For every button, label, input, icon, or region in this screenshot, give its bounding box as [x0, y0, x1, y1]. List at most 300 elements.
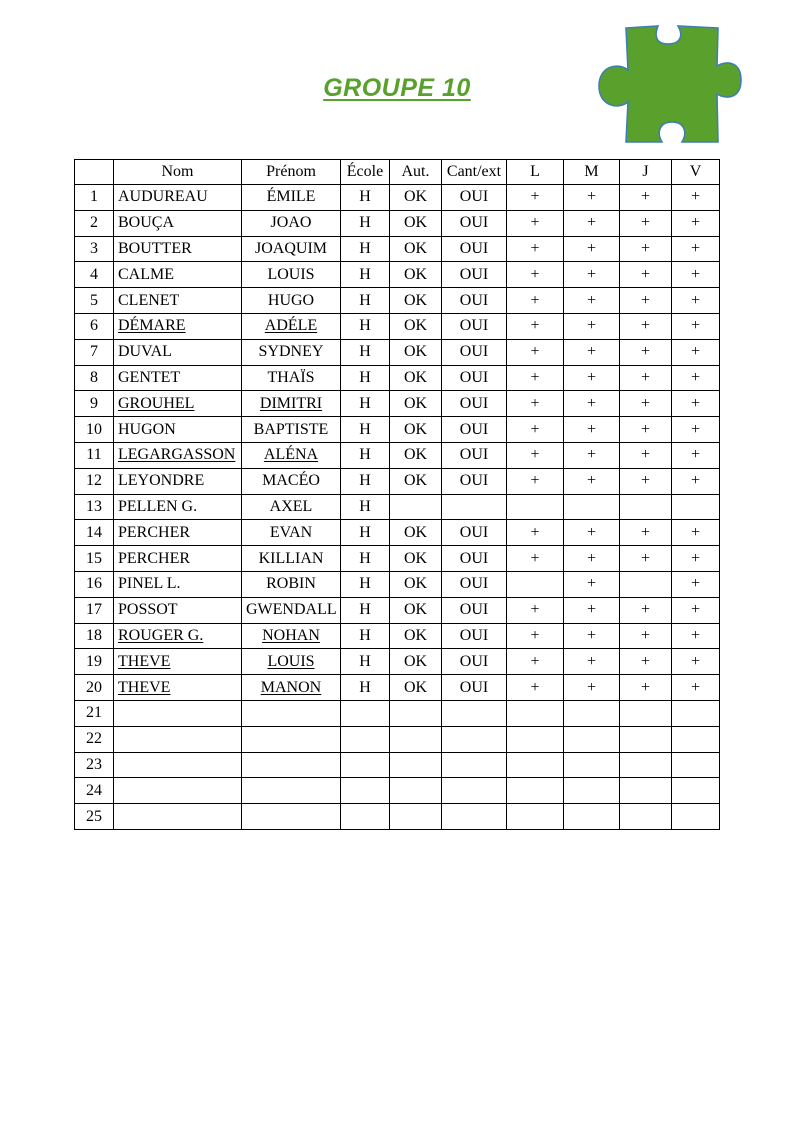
cell-j: + [620, 313, 672, 339]
cell-v [672, 778, 720, 804]
cell-number: 22 [75, 726, 114, 752]
cell-ecole: H [341, 597, 390, 623]
cell-ecole [341, 804, 390, 830]
cell-number: 9 [75, 391, 114, 417]
table-row [75, 262, 720, 288]
group-roster-table [74, 159, 720, 830]
cell-m: + [564, 597, 620, 623]
cell-v: + [672, 571, 720, 597]
cell-l: + [507, 185, 564, 211]
cell-number: 14 [75, 520, 114, 546]
table-row [75, 417, 720, 443]
cell-prenom [242, 442, 341, 468]
cell-l: + [507, 313, 564, 339]
cell-ecole: H [341, 417, 390, 443]
header-m: M [564, 160, 620, 185]
table-row [75, 571, 720, 597]
cell-v: + [672, 623, 720, 649]
cell-nom [114, 726, 242, 752]
cell-nom: POSSOT [114, 597, 242, 623]
cell-ecole: H [341, 185, 390, 211]
cell-nom [114, 675, 242, 701]
header-j: J [620, 160, 672, 185]
table-header-row [75, 160, 720, 185]
nom-text: THEVE [118, 652, 171, 670]
cell-ecole: H [341, 391, 390, 417]
table-row [75, 210, 720, 236]
cell-prenom: ROBIN [242, 571, 341, 597]
cell-v: + [672, 417, 720, 443]
table-row [75, 778, 720, 804]
cell-m: + [564, 365, 620, 391]
cell-j [620, 700, 672, 726]
cell-v: + [672, 288, 720, 314]
cell-prenom: KILLIAN [242, 546, 341, 572]
nom-text: ROUGER G. [118, 626, 204, 644]
cell-cant-ext [442, 778, 507, 804]
cell-cant-ext: OUI [442, 185, 507, 211]
cell-nom [114, 391, 242, 417]
cell-j: + [620, 288, 672, 314]
cell-aut: OK [390, 675, 442, 701]
cell-number: 25 [75, 804, 114, 830]
cell-number: 15 [75, 546, 114, 572]
cell-cant-ext: OUI [442, 649, 507, 675]
cell-l [507, 752, 564, 778]
cell-cant-ext: OUI [442, 210, 507, 236]
cell-nom: HUGON [114, 417, 242, 443]
nom-text: GROUHEL [118, 394, 195, 412]
cell-prenom: EVAN [242, 520, 341, 546]
cell-l [507, 700, 564, 726]
cell-prenom [242, 313, 341, 339]
cell-nom [114, 804, 242, 830]
table-row [75, 700, 720, 726]
cell-nom: BOUTTER [114, 236, 242, 262]
cell-number: 7 [75, 339, 114, 365]
cell-ecole: H [341, 675, 390, 701]
cell-ecole: H [341, 236, 390, 262]
cell-aut: OK [390, 571, 442, 597]
cell-nom [114, 752, 242, 778]
cell-j: + [620, 546, 672, 572]
cell-cant-ext: OUI [442, 339, 507, 365]
table-row [75, 288, 720, 314]
cell-j: + [620, 675, 672, 701]
cell-v: + [672, 597, 720, 623]
cell-m: + [564, 313, 620, 339]
cell-aut: OK [390, 546, 442, 572]
cell-l: + [507, 520, 564, 546]
header-number [75, 160, 114, 185]
cell-number: 17 [75, 597, 114, 623]
cell-m [564, 494, 620, 520]
cell-v [672, 804, 720, 830]
cell-v: + [672, 391, 720, 417]
cell-ecole [341, 752, 390, 778]
cell-aut: OK [390, 623, 442, 649]
cell-aut: OK [390, 262, 442, 288]
cell-ecole [341, 726, 390, 752]
cell-j: + [620, 236, 672, 262]
cell-ecole: H [341, 468, 390, 494]
cell-j: + [620, 210, 672, 236]
table-row [75, 804, 720, 830]
cell-prenom: MACÉO [242, 468, 341, 494]
cell-v [672, 752, 720, 778]
table-row [75, 649, 720, 675]
cell-cant-ext: OUI [442, 597, 507, 623]
cell-cant-ext [442, 726, 507, 752]
cell-v: + [672, 236, 720, 262]
cell-nom [114, 649, 242, 675]
cell-cant-ext: OUI [442, 262, 507, 288]
cell-nom: CALME [114, 262, 242, 288]
cell-m [564, 752, 620, 778]
cell-nom: LEYONDRE [114, 468, 242, 494]
cell-nom: BOUÇA [114, 210, 242, 236]
cell-j [620, 571, 672, 597]
puzzle-piece-icon [596, 20, 744, 146]
cell-cant-ext: OUI [442, 623, 507, 649]
nom-text: LEGARGASSON [118, 446, 236, 464]
cell-l: + [507, 468, 564, 494]
cell-j: + [620, 520, 672, 546]
table-row [75, 623, 720, 649]
table-row [75, 313, 720, 339]
cell-cant-ext: OUI [442, 546, 507, 572]
cell-l: + [507, 417, 564, 443]
table-row [75, 339, 720, 365]
cell-l: + [507, 236, 564, 262]
table-row [75, 185, 720, 211]
table-row [75, 442, 720, 468]
cell-m: + [564, 649, 620, 675]
cell-prenom: JOAO [242, 210, 341, 236]
cell-j: + [620, 468, 672, 494]
cell-v: + [672, 649, 720, 675]
cell-nom [114, 700, 242, 726]
cell-m: + [564, 185, 620, 211]
cell-prenom: ÉMILE [242, 185, 341, 211]
cell-j [620, 726, 672, 752]
cell-l: + [507, 365, 564, 391]
cell-m: + [564, 623, 620, 649]
cell-v: + [672, 365, 720, 391]
cell-cant-ext: OUI [442, 468, 507, 494]
cell-l [507, 778, 564, 804]
cell-cant-ext: OUI [442, 571, 507, 597]
cell-m [564, 700, 620, 726]
cell-number: 1 [75, 185, 114, 211]
cell-l: + [507, 288, 564, 314]
cell-nom: CLENET [114, 288, 242, 314]
cell-j: + [620, 365, 672, 391]
cell-l: + [507, 442, 564, 468]
cell-prenom [242, 623, 341, 649]
cell-m [564, 804, 620, 830]
cell-prenom: SYDNEY [242, 339, 341, 365]
cell-prenom [242, 391, 341, 417]
cell-v [672, 726, 720, 752]
cell-j: + [620, 339, 672, 365]
header-cant-ext: Cant/ext [442, 160, 507, 185]
cell-l: + [507, 262, 564, 288]
cell-number: 6 [75, 313, 114, 339]
table-row [75, 494, 720, 520]
cell-cant-ext: OUI [442, 675, 507, 701]
cell-aut: OK [390, 442, 442, 468]
cell-number: 11 [75, 442, 114, 468]
cell-aut: OK [390, 391, 442, 417]
cell-j [620, 804, 672, 830]
cell-l: + [507, 339, 564, 365]
cell-cant-ext: OUI [442, 313, 507, 339]
cell-cant-ext: OUI [442, 365, 507, 391]
cell-ecole [341, 700, 390, 726]
cell-cant-ext: OUI [442, 288, 507, 314]
cell-m: + [564, 442, 620, 468]
cell-prenom: THAÏS [242, 365, 341, 391]
cell-cant-ext: OUI [442, 442, 507, 468]
cell-l: + [507, 546, 564, 572]
cell-aut: OK [390, 313, 442, 339]
cell-cant-ext: OUI [442, 417, 507, 443]
cell-number: 23 [75, 752, 114, 778]
cell-ecole: H [341, 339, 390, 365]
cell-prenom: LOUIS [242, 262, 341, 288]
cell-l: + [507, 675, 564, 701]
cell-m [564, 726, 620, 752]
cell-ecole: H [341, 262, 390, 288]
cell-m: + [564, 468, 620, 494]
cell-number: 8 [75, 365, 114, 391]
cell-aut [390, 752, 442, 778]
cell-aut [390, 726, 442, 752]
cell-cant-ext [442, 752, 507, 778]
cell-nom [114, 313, 242, 339]
header-aut: Aut. [390, 160, 442, 185]
cell-v [672, 700, 720, 726]
cell-l: + [507, 210, 564, 236]
cell-nom: GENTET [114, 365, 242, 391]
cell-aut: OK [390, 288, 442, 314]
cell-m: + [564, 520, 620, 546]
cell-ecole: H [341, 210, 390, 236]
table-row [75, 391, 720, 417]
cell-aut [390, 778, 442, 804]
cell-j [620, 752, 672, 778]
cell-l: + [507, 649, 564, 675]
cell-ecole: H [341, 546, 390, 572]
cell-v: + [672, 468, 720, 494]
cell-number: 18 [75, 623, 114, 649]
cell-v: + [672, 675, 720, 701]
cell-aut [390, 494, 442, 520]
cell-ecole: H [341, 313, 390, 339]
cell-number: 20 [75, 675, 114, 701]
cell-m: + [564, 391, 620, 417]
cell-ecole: H [341, 365, 390, 391]
cell-aut: OK [390, 185, 442, 211]
header-ecole: École [341, 160, 390, 185]
cell-v [672, 494, 720, 520]
cell-j: + [620, 391, 672, 417]
cell-number: 5 [75, 288, 114, 314]
cell-prenom: GWENDALL [242, 597, 341, 623]
cell-m: + [564, 262, 620, 288]
cell-aut: OK [390, 365, 442, 391]
cell-m: + [564, 210, 620, 236]
cell-l [507, 494, 564, 520]
table-row [75, 675, 720, 701]
cell-prenom: BAPTISTE [242, 417, 341, 443]
prenom-text: LOUIS [267, 652, 315, 670]
cell-m: + [564, 339, 620, 365]
cell-j: + [620, 649, 672, 675]
cell-aut: OK [390, 597, 442, 623]
cell-prenom [242, 778, 341, 804]
cell-j: + [620, 185, 672, 211]
cell-number: 16 [75, 571, 114, 597]
cell-prenom [242, 726, 341, 752]
cell-cant-ext: OUI [442, 520, 507, 546]
cell-nom: PERCHER [114, 520, 242, 546]
cell-number: 19 [75, 649, 114, 675]
nom-text: DÉMARE [118, 317, 186, 335]
cell-l: + [507, 391, 564, 417]
cell-m: + [564, 546, 620, 572]
table-row [75, 546, 720, 572]
header-nom: Nom [114, 160, 242, 185]
cell-prenom [242, 804, 341, 830]
cell-ecole: H [341, 288, 390, 314]
cell-j [620, 494, 672, 520]
cell-m: + [564, 417, 620, 443]
cell-ecole: H [341, 520, 390, 546]
cell-m: + [564, 288, 620, 314]
cell-ecole [341, 778, 390, 804]
cell-number: 12 [75, 468, 114, 494]
cell-ecole: H [341, 571, 390, 597]
cell-v: + [672, 520, 720, 546]
cell-prenom: JOAQUIM [242, 236, 341, 262]
cell-cant-ext [442, 494, 507, 520]
cell-ecole: H [341, 494, 390, 520]
cell-j: + [620, 442, 672, 468]
cell-l: + [507, 623, 564, 649]
prenom-text: MANON [260, 678, 322, 696]
cell-aut: OK [390, 236, 442, 262]
cell-nom: AUDUREAU [114, 185, 242, 211]
cell-v: + [672, 185, 720, 211]
cell-l: + [507, 597, 564, 623]
cell-prenom [242, 649, 341, 675]
table-row [75, 365, 720, 391]
table-row [75, 726, 720, 752]
cell-prenom [242, 752, 341, 778]
cell-number: 3 [75, 236, 114, 262]
cell-prenom [242, 700, 341, 726]
cell-nom: DUVAL [114, 339, 242, 365]
cell-nom: PINEL L. [114, 571, 242, 597]
cell-prenom: HUGO [242, 288, 341, 314]
cell-number: 4 [75, 262, 114, 288]
cell-v: + [672, 442, 720, 468]
cell-cant-ext: OUI [442, 391, 507, 417]
cell-v: + [672, 313, 720, 339]
cell-l [507, 571, 564, 597]
cell-aut: OK [390, 468, 442, 494]
prenom-text: ALÉNA [263, 446, 319, 464]
cell-number: 24 [75, 778, 114, 804]
cell-prenom: AXEL [242, 494, 341, 520]
table-body [75, 185, 720, 830]
cell-number: 2 [75, 210, 114, 236]
header-l: L [507, 160, 564, 185]
cell-cant-ext [442, 804, 507, 830]
cell-j: + [620, 262, 672, 288]
cell-prenom [242, 675, 341, 701]
page-title: GROUPE 10 [323, 74, 471, 102]
cell-aut: OK [390, 649, 442, 675]
header-prenom: Prénom [242, 160, 341, 185]
table-row [75, 520, 720, 546]
cell-aut: OK [390, 210, 442, 236]
header-v: V [672, 160, 720, 185]
prenom-text: NOHAN [262, 626, 320, 644]
table-row [75, 236, 720, 262]
cell-v: + [672, 262, 720, 288]
prenom-text: ADÉLE [264, 317, 318, 335]
cell-ecole: H [341, 623, 390, 649]
table-row [75, 752, 720, 778]
cell-number: 13 [75, 494, 114, 520]
cell-j: + [620, 597, 672, 623]
cell-number: 21 [75, 700, 114, 726]
cell-aut: OK [390, 520, 442, 546]
cell-j: + [620, 417, 672, 443]
cell-aut: OK [390, 339, 442, 365]
cell-nom [114, 623, 242, 649]
cell-ecole: H [341, 442, 390, 468]
cell-l [507, 726, 564, 752]
table-row [75, 468, 720, 494]
cell-v: + [672, 546, 720, 572]
table-row [75, 597, 720, 623]
cell-j: + [620, 623, 672, 649]
cell-ecole: H [341, 649, 390, 675]
cell-aut [390, 700, 442, 726]
cell-aut: OK [390, 417, 442, 443]
cell-v: + [672, 210, 720, 236]
nom-text: THEVE [118, 678, 171, 696]
cell-aut [390, 804, 442, 830]
cell-nom: PELLEN G. [114, 494, 242, 520]
prenom-text: DIMITRI [259, 394, 323, 412]
cell-l [507, 804, 564, 830]
cell-m: + [564, 571, 620, 597]
cell-number: 10 [75, 417, 114, 443]
cell-nom [114, 442, 242, 468]
cell-cant-ext: OUI [442, 236, 507, 262]
cell-m [564, 778, 620, 804]
cell-m: + [564, 236, 620, 262]
cell-v: + [672, 339, 720, 365]
cell-m: + [564, 675, 620, 701]
cell-j [620, 778, 672, 804]
cell-nom: PERCHER [114, 546, 242, 572]
